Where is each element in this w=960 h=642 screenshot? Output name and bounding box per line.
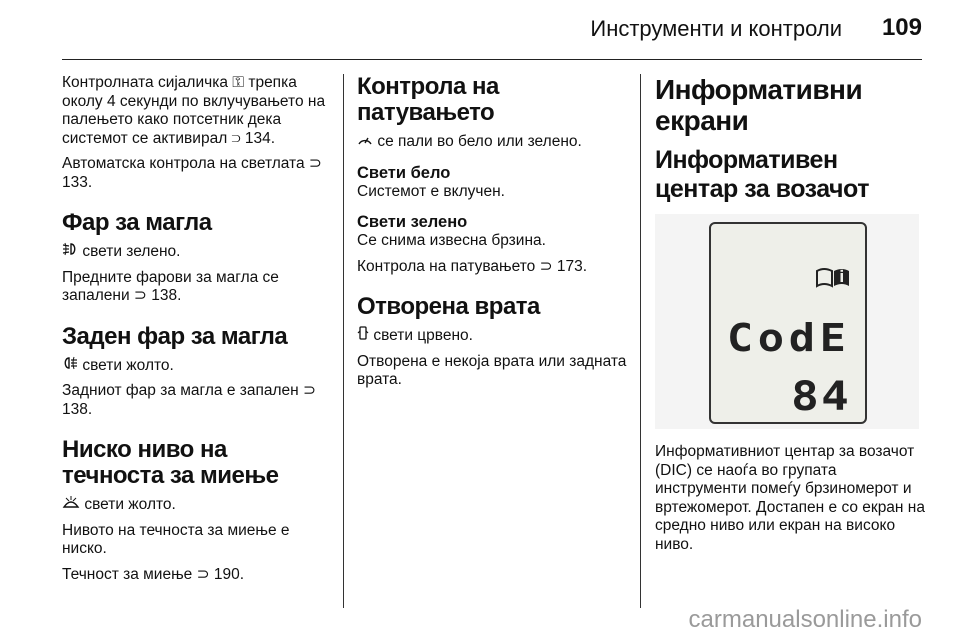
header-divider	[62, 59, 922, 60]
cruise-reference: Контрола на патувањето ⊃ 173.	[357, 257, 588, 275]
column-right	[655, 74, 925, 561]
green-text: Се снима извесна брзина.	[357, 232, 546, 249]
white-text: Системот е вклучен.	[357, 182, 505, 200]
immobilizer-paragraph: Контролната сијаличка ⚿ трепка околу 4 секунди по вклучувањето на палењето како потсетник дека системот се активирал ⊃ 134.	[62, 74, 326, 147]
door-open-icon	[357, 326, 369, 346]
column-left	[62, 74, 330, 591]
cruise-heading: Контрола на патувањето	[357, 73, 499, 126]
column-middle	[357, 74, 632, 397]
white-heading: Свети бело	[357, 163, 451, 182]
washer-text-1: Нивото на течноста за миење е ниско.	[62, 521, 290, 557]
rear-fog-text: Задниот фар за магла е запален ⊃ 138.	[62, 382, 317, 418]
page-header	[0, 0, 960, 60]
door-status-text: свети црвено.	[373, 327, 473, 344]
washer-text-2: Течност за миење ⊃ 190.	[62, 565, 245, 583]
door-heading: Отворена врата	[357, 293, 540, 320]
rear-fog-heading: Заден фар за магла	[62, 322, 288, 350]
fog-light-status	[62, 242, 330, 262]
washer-status-text: свети жолто.	[84, 496, 176, 513]
door-text: Отворена е некоја врата или задната врата.	[357, 352, 627, 388]
washer-status	[62, 495, 330, 515]
dic-display-figure	[655, 214, 919, 429]
door-status	[357, 326, 632, 346]
fog-status-text: свети зелено.	[82, 243, 181, 260]
dic-screen	[709, 222, 867, 424]
auto-light-paragraph: Автоматска контрола на светлата ⊃ 133.	[62, 155, 322, 191]
fog-light-heading: Фар за магла	[62, 209, 212, 236]
info-book-icon	[815, 266, 851, 293]
rear-fog-status-text: свети жолто.	[82, 356, 174, 374]
column-divider-1	[343, 74, 344, 608]
cruise-control-icon	[357, 132, 373, 152]
dic-description: Информативниот центар за возачот (DIC) се наоѓа во групата инструменти помеѓу брзиномерот и вртежомерот. Достапен е со екран на средно ниво или екран на високо ниво.	[655, 443, 925, 553]
cruise-status	[357, 132, 632, 152]
rear-fog-icon	[62, 356, 78, 376]
code-number: 84	[791, 374, 851, 420]
column-divider-2	[640, 74, 641, 608]
section-title: Инструменти и контроли	[590, 16, 842, 41]
info-displays-heading: Информативни екрани	[655, 74, 863, 136]
page-number: 109	[881, 14, 922, 41]
code-text: CodE	[727, 316, 851, 360]
watermark: carmanualsonline.info	[688, 606, 922, 633]
cruise-status-text: се пали во бело или зелено.	[377, 133, 582, 150]
front-fog-icon	[62, 242, 78, 262]
green-heading: Свети зелено	[357, 213, 468, 231]
washer-heading: Ниско ниво на течноста за миење	[62, 436, 279, 489]
washer-fluid-icon	[62, 495, 80, 515]
dic-heading: Информативен центар за возачот	[655, 146, 869, 203]
fog-light-text: Предните фарови за магла се запалени ⊃ 138.	[62, 268, 279, 304]
rear-fog-status	[62, 356, 330, 376]
